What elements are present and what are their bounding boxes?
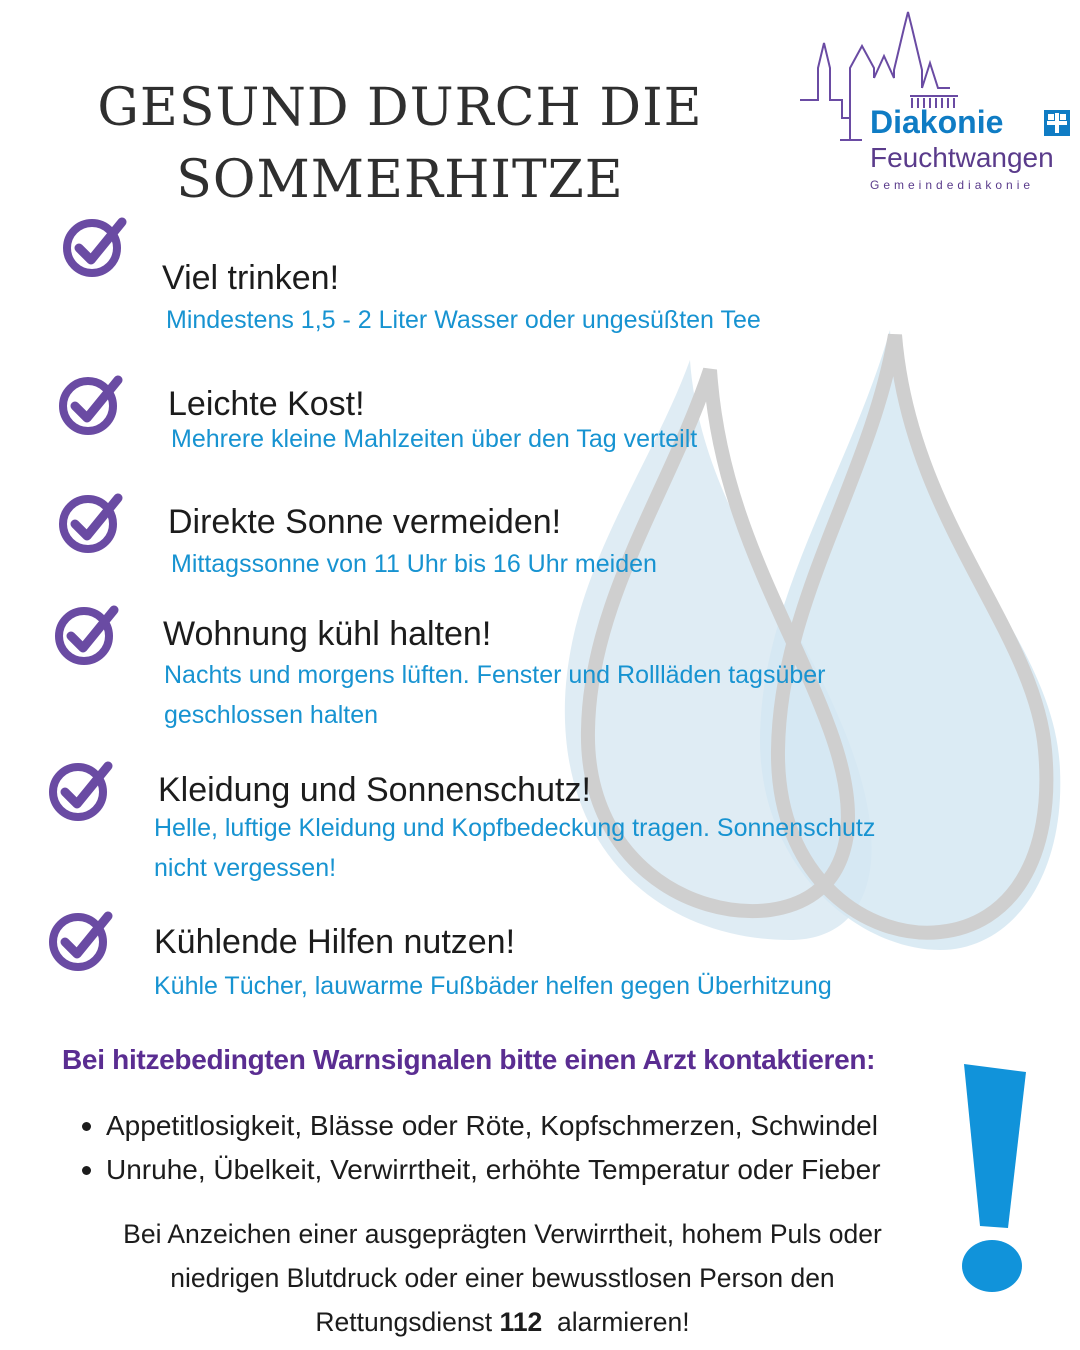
page-title <box>60 72 740 216</box>
exclamation-mark-icon <box>950 1058 1040 1298</box>
tip-description: Kühle Tücher, lauwarme Fußbäder helfen gegen Überhitzung <box>154 972 832 1000</box>
title-line-1: GESUND DURCH DIE <box>97 78 703 138</box>
tip-title: Viel trinken! <box>162 259 340 297</box>
emergency-number: 112 <box>499 1307 543 1337</box>
tip-description-line: geschlossen halten <box>164 701 379 729</box>
emergency-line-3-post: alarmieren! <box>557 1307 690 1337</box>
logo-subtitle: Gemeindediakonie <box>870 178 1035 192</box>
tip-description <box>164 655 826 735</box>
tip-description-line: nicht vergessen! <box>154 854 337 882</box>
emergency-line-1: Bei Anzeichen einer ausgeprägten Verwirrtheit, hohem Puls oder <box>123 1219 882 1249</box>
title-line-2: SOMMERHITZE <box>176 150 624 210</box>
check-circle-icon <box>48 906 114 972</box>
tip-title: Kleidung und Sonnenschutz! <box>158 771 591 809</box>
emergency-text <box>80 1212 925 1344</box>
tip-title: Direkte Sonne vermeiden! <box>168 503 562 541</box>
warning-list <box>80 1104 881 1192</box>
check-circle-icon <box>58 488 124 554</box>
tip-title: Kühlende Hilfen nutzen! <box>154 923 516 961</box>
tip-description: Mittagssonne von 11 Uhr bis 16 Uhr meiden <box>171 550 657 578</box>
water-drops-icon <box>540 300 1080 1000</box>
logo-city: Feuchtwangen <box>870 142 1054 173</box>
list-item: Appetitlosigkeit, Blässe oder Röte, Kopfschmerzen, Schwindel <box>80 1104 881 1148</box>
tip-description: Mehrere kleine Mahlzeiten über den Tag verteilt <box>171 425 698 453</box>
logo-name: Diakonie <box>870 104 1004 140</box>
check-circle-icon <box>58 370 124 436</box>
check-circle-icon <box>48 756 114 822</box>
tip-description-line: Nachts und morgens lüften. Fenster und Rollläden tagsüber <box>164 661 826 689</box>
tip-description-line: Helle, luftige Kleidung und Kopfbedeckung tragen. Sonnenschutz <box>154 814 876 842</box>
tip-description <box>154 808 875 888</box>
diakonie-cross-icon <box>1044 110 1070 136</box>
warning-heading: Bei hitzebedingten Warnsignalen bitte einen Arzt kontaktieren: <box>62 1044 876 1075</box>
check-circle-icon <box>62 212 128 278</box>
tip-title: Leichte Kost! <box>168 385 365 423</box>
list-item: Unruhe, Übelkeit, Verwirrtheit, erhöhte Temperatur oder Fieber <box>80 1148 881 1192</box>
check-circle-icon <box>54 600 120 666</box>
emergency-line-2: niedrigen Blutdruck oder einer bewusstlosen Person den <box>170 1263 835 1293</box>
tip-title: Wohnung kühl halten! <box>163 615 492 653</box>
emergency-line-3-pre: Rettungsdienst <box>315 1307 493 1337</box>
tip-description: Mindestens 1,5 - 2 Liter Wasser oder ungesüßten Tee <box>166 306 761 334</box>
